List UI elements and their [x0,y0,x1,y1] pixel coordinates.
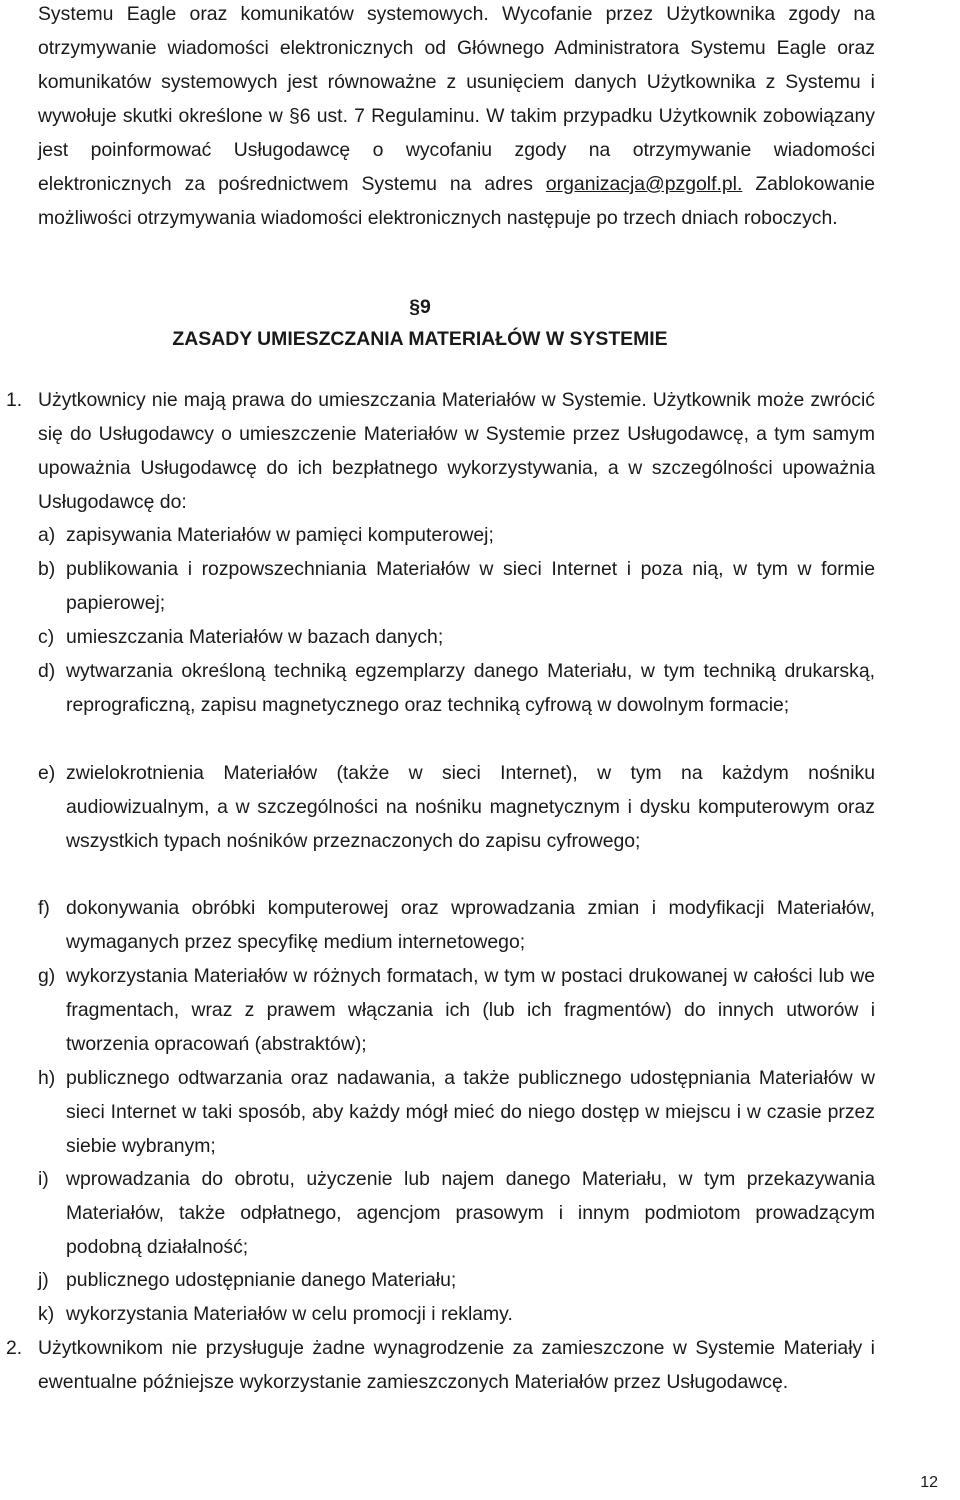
sub-item-f [38,891,875,959]
section-number: §9 [409,296,431,318]
sub-item-i [38,1162,875,1264]
sub-item-j [38,1263,875,1297]
sub-marker: e) [38,762,56,784]
list-item-text: Użytkownikom nie przysługuje żadne wynagrodzenie za zamieszczone w Systemie Materiały i ewentualne późniejsze wykorzystanie zamieszczonych Materiałów przez Usługodawcę. [38,1337,875,1393]
sub-item-text: zapisywania Materiałów w pamięci komputerowej; [66,524,494,546]
section-title: ZASADY UMIESZCZANIA MATERIAŁÓW W SYSTEMIE [172,328,668,350]
intro-text-after: Zablokowanie możliwości otrzymywania wiadomości elektronicznych następuje po trzech dniach roboczych. [38,173,875,229]
list-marker: 1. [6,389,23,411]
sub-item-text: publicznego odtwarzania oraz nadawania, a także publicznego udostępniania Materiałów w sieci Internet w taki sposób, aby każdy mógł mieć do niego dostęp w miejscu i w czasie przez siebie wybranym; [66,1067,875,1157]
sub-item-text: publicznego udostępnianie danego Materiału; [66,1269,457,1291]
list-item-text: Użytkownicy nie mają prawa do umieszczania Materiałów w Systemie. Użytkownik może zwrócić się do Usługodawcy o umieszczenie Materiałów w Systemie przez Usługodawcę, a tym samym upoważnia Usługodawcę do ich bezpłatnego wykorzystywania, a w szczególności upoważnia Usługodawcę do: [38,389,875,513]
sub-item-text: dokonywania obróbki komputerowej oraz wprowadzania zmian i modyfikacji Materiałów, wymaganych przez specyfikę medium internetowego; [66,897,875,953]
sub-marker: f) [38,897,50,919]
sub-marker: h) [38,1067,56,1089]
sub-marker: c) [38,626,55,648]
sub-item-text: wykorzystania Materiałów w różnych formatach, w tym w postaci drukowanej w całości lub we fragmentach, wraz z prawem włączania ich (lub ich fragmentów) do innych utworów i tworzenia opracowań (abstraktów); [66,965,875,1055]
sub-marker: d) [38,660,56,682]
sub-marker: i) [38,1168,49,1190]
sub-item-c [38,620,875,654]
sub-item-g [38,959,875,1061]
sub-item-text: wprowadzania do obrotu, użyczenie lub najem danego Materiału, w tym przekazywania Materiałów, także odpłatnego, agencjom prasowym i innym podmiotom prowadzącym podobną działalność; [66,1168,875,1258]
sub-item-b [38,552,875,620]
sub-item-text: publikowania i rozpowszechniania Materiałów w sieci Internet i poza nią, w tym w formie papierowej; [66,558,875,614]
list-item-1 [6,383,875,519]
sub-item-d [38,654,875,722]
intro-paragraph [38,0,875,235]
list-marker: 2. [6,1337,23,1359]
sub-item-a [38,518,875,552]
list-item-2 [6,1331,875,1399]
sub-marker: b) [38,558,56,580]
sub-marker: j) [38,1269,49,1291]
sub-marker: a) [38,524,56,546]
intro-text-before: Systemu Eagle oraz komunikatów systemowych. Wycofanie przez Użytkownika zgody na otrzymywanie wiadomości elektronicznych od Głównego Administratora Systemu Eagle oraz komunikatów systemowych jest równoważne z usunięciem danych Użytkownika z Systemu i wywołuje skutki określone w §6 ust. 7 Regulaminu. W takim przypadku Użytkownik zobowiązany jest poinformować Usługodawcę o wycofaniu zgody na otrzymywanie wiadomości elektronicznych za pośrednictwem Systemu na adres [38,3,875,195]
sub-item-e [38,756,875,858]
page-number: 12 [920,1474,938,1491]
sub-item-text: umieszczania Materiałów w bazach danych; [66,626,444,648]
email-link[interactable]: organizacja@pzgolf.pl. [545,173,743,195]
sub-item-text: wytwarzania określoną techniką egzemplarzy danego Materiału, w tym techniką drukarską, reprograficzną, zapisu magnetycznego oraz techniką cyfrową w dowolnym formacie; [66,660,875,716]
sub-marker: g) [38,965,56,987]
sub-item-text: zwielokrotnienia Materiałów (także w sieci Internet), w tym na każdym nośniku audiowizualnym, a w szczególności na nośniku magnetycznym i dysku komputerowym oraz wszystkich typach nośników przeznaczonych do zapisu cyfrowego; [66,762,875,852]
sub-item-h [38,1061,875,1163]
sub-marker: k) [38,1303,55,1325]
sub-item-text: wykorzystania Materiałów w celu promocji i reklamy. [66,1303,513,1325]
sub-item-k [38,1297,875,1331]
